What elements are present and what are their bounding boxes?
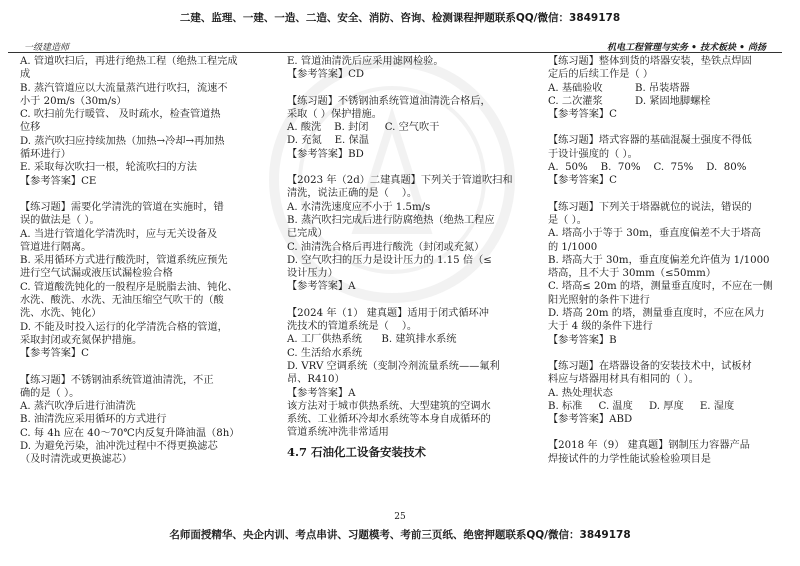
text-line: 小于 20m/s（30m/s）: [20, 95, 127, 107]
text-line: B. 蒸汽管道应以大流量蒸汽进行吹扫，流速不: [20, 82, 228, 94]
section-title: 4.7 石油化工设备安装技术: [287, 444, 427, 459]
text-line: 该方法对于城市供热系统、大型建筑的空调水: [287, 400, 491, 412]
text-line: 水洗、酸洗、水洗、无油压缩空气吹干的（酸: [20, 295, 224, 307]
text-line: C. 每 4h 应在 40～70℃内反复升降油温（8h）: [20, 427, 240, 439]
text-line: A. 酸洗 B. 封闭 C. 空气吹干: [287, 122, 440, 134]
blank-line: [287, 294, 527, 307]
text-line: 进行空气试漏或液压试漏检验合格: [20, 268, 173, 280]
blank-line: [287, 161, 527, 174]
text-line: 【练习题】下列关于塔器就位的说法，错误的: [548, 201, 752, 213]
text-line: 【参考答案】C: [548, 175, 617, 187]
text-line: 【参考答案】CD: [287, 69, 365, 81]
blank-line: [548, 426, 778, 439]
text-line: 料应与塔器用材具有相同的（ ）。: [548, 374, 699, 386]
blank-line: [548, 188, 778, 201]
text-line: 阳光照射的条件下进行: [548, 294, 650, 306]
text-line: 【练习题】需要化学清洗的管道在实施时，错: [20, 201, 224, 213]
blank-line: [287, 82, 527, 95]
text-line: 大于 4 级的条件下进行: [548, 321, 653, 333]
text-line: 【练习题】不锈钢油系统管道油清洗，不正: [20, 374, 214, 386]
text-line: C. 油清洗合格后再进行酸洗（封闭或充氮）: [287, 241, 485, 253]
text-line: B. 塔高大于 30m，垂直度偏差允许值为 1/1000: [548, 254, 770, 266]
text-line: 【参考答案】CE: [20, 175, 97, 187]
text-line: A. 塔高小于等于 30m，垂直度偏差不大于塔高: [548, 228, 761, 240]
blank-line: [548, 347, 778, 360]
blank-line: [20, 361, 268, 374]
text-line: C. 生活给水系统: [287, 347, 363, 359]
text-line: B. 油清洗应采用循环的方式进行: [20, 414, 167, 426]
text-line: A. 水清洗速度应不小于 1.5m/s: [287, 201, 431, 213]
text-line: C. 塔高≤ 20m 的塔，测量垂直度时，不应在一侧: [548, 281, 773, 293]
text-line: A. 当进行管道化学清洗时，应与无关设备及: [20, 228, 218, 240]
text-line: 已完成）: [287, 228, 328, 240]
text-line: C. 管道酸洗钝化的一般程序是脱脂去油、钝化、: [20, 281, 238, 293]
text-line: 采取封闭或充氮保护措施。: [20, 334, 143, 346]
text-line: 【参考答案】A: [287, 387, 356, 399]
text-line: 位移: [20, 122, 41, 134]
text-line: 塔高，且不大于 30mm（≤50mm）: [548, 268, 717, 280]
text-line: C. 二次灌浆 D. 紧固地脚螺栓: [548, 95, 711, 107]
bottom-banner: 名师面授精华、央企内训、考点串讲、习题模考、考前三页纸、绝密押题联系QQ/微信：3849178: [169, 529, 631, 541]
text-line: 循环进行）: [20, 149, 71, 161]
text-line: A. 工厂供热系统 B. 建筑排水系统: [287, 334, 457, 346]
text-line: 管道系统冲洗非常适用: [287, 427, 389, 439]
text-line: B. 采用循环方式进行酸洗时，管道系统应预先: [20, 255, 228, 267]
text-line: 管道进行隔离。: [20, 241, 92, 253]
text-line: C. 吹扫前先行暖管、 及时疏水，检查管道热: [20, 109, 221, 121]
text-line: 【2023 年（2d）二建真题】下列关于管道吹扫和: [287, 175, 513, 187]
text-line: 【参考答案】A: [287, 281, 356, 293]
page-number: 25: [394, 512, 406, 522]
text-line: 误的做法是（ ）。: [20, 215, 100, 227]
text-line: B. 标准 C. 温度 D. 厚度 E. 湿度: [548, 400, 735, 412]
text-line: B. 蒸汽吹扫完成后进行防腐绝热（绝热工程应: [287, 214, 495, 226]
text-line: 【参考答案】C: [20, 348, 89, 360]
text-line: D. VRV 空调系统（变制冷剂流量系统——氟利: [287, 360, 500, 372]
text-line: 【参考答案】B: [548, 334, 617, 346]
text-line: A. 基础验收 B. 吊装塔器: [548, 82, 690, 94]
text-line: 【练习题】塔式容器的基础混凝土强度不得低: [548, 135, 752, 147]
text-line: A. 热处理状态: [548, 387, 613, 399]
text-line: 采取（ ）保护措施。: [287, 108, 382, 120]
text-line: （及时清洗或更换滤芯）: [20, 454, 133, 466]
text-line: D. 不能及时投入运行的化学清洗合格的管道，: [20, 321, 228, 333]
text-line: 【练习题】整体到货的塔器安装，垫铁点焊固: [548, 56, 752, 67]
top-banner: 二建、监理、一建、一造、二造、安全、消防、咨询、检测课程押题联系QQ/微信：3849178: [179, 12, 621, 24]
text-line: 【2018 年（9） 建真题】钢制压力容器产品: [548, 440, 750, 452]
text-line: 设计压力）: [287, 268, 338, 280]
text-line: 清洗，说法正确的是（ ）。: [287, 188, 418, 200]
text-line: 是（ ）。: [548, 214, 587, 226]
text-line: 【参考答案】BD: [287, 148, 364, 160]
text-line: A. 50% B. 70% C. 75% D. 80%: [548, 162, 747, 174]
text-line: 【参考答案】ABD: [548, 414, 633, 426]
text-line: 系统、工业循环冷却水系统等本身自成循环的: [287, 414, 491, 426]
column-middle: [287, 55, 527, 459]
blank-line: [548, 121, 778, 134]
text-line: 的 1/1000: [548, 241, 598, 253]
text-line: D. 为避免污染，油冲洗过程中不得更换滤芯: [20, 441, 218, 453]
text-line: E. 采取每次吹扫一根，轮流吹扫的方法: [20, 162, 197, 174]
text-line: 【2024 年（1） 建真题】适用于闭式循环冲: [287, 307, 489, 319]
text-line: D. 空气吹扫的压力是设计压力的 1.15 倍（≤: [287, 254, 492, 266]
header-right: 机电工程管理与实务 • 技术板块 • 尚扬: [606, 43, 766, 53]
text-line: E. 管道油清洗后应采用滤网检验。: [287, 56, 444, 67]
text-line: D. 蒸汽吹扫应持续加热（加热→冷却→再加热: [20, 135, 225, 147]
text-line: 成: [20, 69, 31, 81]
text-line: 焊接试件的力学性能试验检验项目是: [548, 453, 711, 465]
text-line: A. 蒸汽吹净后进行油清洗: [20, 401, 136, 413]
text-line: 昂、R410）: [287, 374, 345, 386]
column-right: [548, 55, 778, 466]
text-line: 洗、水洗、钝化）: [20, 308, 102, 320]
text-line: 确的是（ ）。: [20, 387, 80, 399]
text-line: 定后的后续工作是（ ）: [548, 69, 654, 81]
text-line: 【练习题】不锈钢油系统管道油清洗合格后，: [287, 95, 491, 107]
text-line: 【练习题】在塔器设备的安装技术中，试板材: [548, 360, 752, 372]
text-line: D. 充氮 E. 保温: [287, 135, 369, 147]
text-line: 洗技术的管道系统是（ ）。: [287, 321, 418, 333]
text-line: 于设计强度的（ ）。: [548, 148, 638, 160]
text-line: 【参考答案】C: [548, 109, 617, 121]
blank-line: [20, 188, 268, 201]
text-line: A. 管道吹扫后，再进行绝热工程（绝热工程完成: [20, 56, 238, 67]
column-left: [20, 55, 268, 467]
text-line: D. 塔高 20m 的塔，测量垂直度时，不应在风力: [548, 308, 765, 320]
header-left: 一级建造师: [24, 43, 70, 53]
